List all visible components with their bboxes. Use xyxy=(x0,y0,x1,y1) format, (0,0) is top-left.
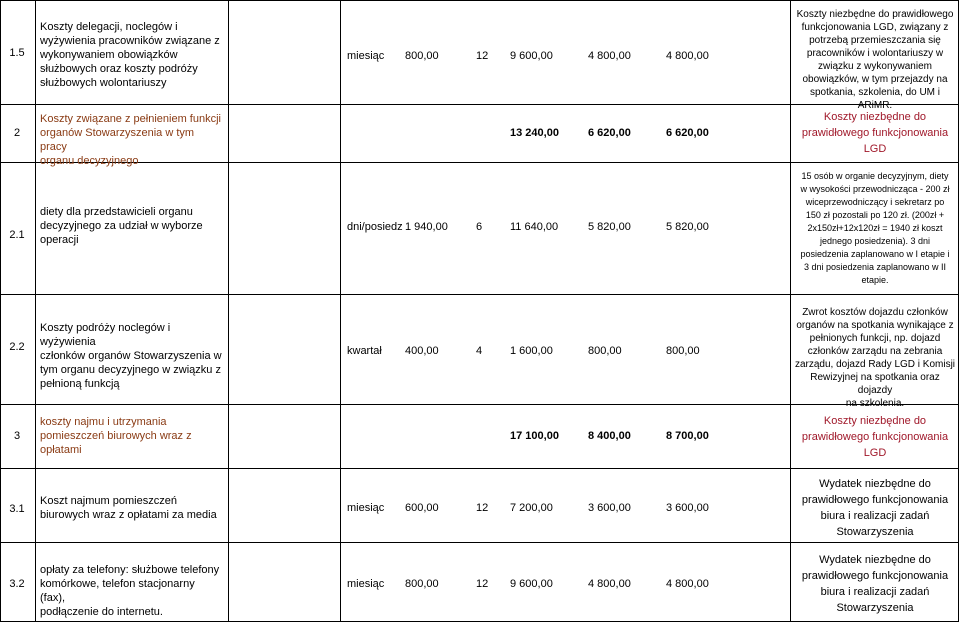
row-border xyxy=(0,0,959,1)
row-description xyxy=(40,415,222,457)
unit-cell: dni/posiedz xyxy=(347,221,403,233)
note-line: prawidłowego funkcjonowania xyxy=(801,494,949,506)
desc-line: diety dla przedstawicieli organu xyxy=(40,206,193,218)
note-line: LGD xyxy=(863,143,887,155)
desc-line: Koszty delegacji, noclegów i xyxy=(40,21,178,33)
price-cell: 1 940,00 xyxy=(405,221,448,233)
qty-cell: 6 xyxy=(476,221,483,233)
own-cell: 4 800,00 xyxy=(588,578,631,590)
desc-line: pomieszczeń biurowych wraz z xyxy=(40,430,192,442)
note-line: pełnionych funkcji, np. dojazd xyxy=(809,333,941,344)
total-cell: 17 100,00 xyxy=(510,430,559,442)
col-border xyxy=(340,0,341,622)
row-description xyxy=(40,494,222,522)
row-border xyxy=(0,294,959,295)
desc-line: komórkowe, telefon stacjonarny (fax), xyxy=(40,578,195,604)
row-border xyxy=(0,542,959,543)
row-note xyxy=(792,476,958,540)
note-line: na szkolenia. xyxy=(845,398,905,409)
unit-cell: kwartał xyxy=(347,345,382,357)
col-border xyxy=(790,0,791,622)
col-border xyxy=(35,0,36,622)
note-line: Koszty niezbędne do prawidłowego xyxy=(796,9,954,20)
note-line: biura i realizacji zadań xyxy=(820,510,930,522)
grant-cell: 6 620,00 xyxy=(666,127,709,139)
note-line: posiedzenia zaplanowano w I etapie i xyxy=(800,249,950,259)
desc-line: służbowych wolontariuszy xyxy=(40,77,167,89)
grant-cell: 3 600,00 xyxy=(666,502,709,514)
note-line: Wydatek niezbędne do xyxy=(819,478,931,490)
note-line: Stowarzyszenia xyxy=(836,602,914,614)
note-line: Rewizyjnej na spotkania oraz dojazdy xyxy=(810,372,940,396)
price-cell: 800,00 xyxy=(405,50,439,62)
row-number: 3.1 xyxy=(9,503,25,515)
note-line: członków zarządu na zebrania xyxy=(807,346,943,357)
note-line: Wydatek niezbędne do xyxy=(819,554,931,566)
desc-line: Koszty związane z pełnieniem funkcji xyxy=(40,113,221,125)
desc-line: operacji xyxy=(40,234,79,246)
row-note xyxy=(792,552,958,616)
note-line: zarządu, dojazd Rady LGD i Komisji xyxy=(794,359,956,370)
qty-cell: 12 xyxy=(476,502,489,514)
note-line: jednego posiedzenia). 3 dni xyxy=(819,236,931,246)
row-note xyxy=(792,306,958,410)
total-cell: 9 600,00 xyxy=(510,50,553,62)
note-line: Stowarzyszenia xyxy=(836,526,914,538)
row-number: 2.1 xyxy=(9,229,25,241)
note-line: 150 zł pozostali po 120 zł. (200zł + xyxy=(805,210,945,220)
grant-cell: 4 800,00 xyxy=(666,578,709,590)
desc-line: wyżywienia pracowników związane z xyxy=(40,35,220,47)
note-line: Koszty niezbędne do xyxy=(823,111,927,123)
qty-cell: 4 xyxy=(476,345,483,357)
desc-line: tym organu decyzyjnego w związku z xyxy=(40,364,221,376)
desc-line: Koszty podróży noclegów i wyżywienia xyxy=(40,322,171,348)
note-line: 15 osób w organie decyzyjnym, diety xyxy=(801,171,949,181)
row-border xyxy=(0,468,959,469)
note-line: pracowników i wolontariuszy w xyxy=(806,48,944,59)
desc-line: koszty najmu i utrzymania xyxy=(40,416,167,428)
grant-cell: 800,00 xyxy=(666,345,700,357)
note-line: 3 dni posiedzenia zaplanowano w II xyxy=(803,262,947,272)
row-description xyxy=(40,563,222,619)
total-cell: 7 200,00 xyxy=(510,502,553,514)
note-line: prawidłowego funkcjonowania xyxy=(801,570,949,582)
note-line: związku z wykonywaniem xyxy=(818,61,932,72)
note-line: w wysokości przewodnicząca - 200 zł xyxy=(800,184,950,194)
desc-line: biurowych wraz z opłatami za media xyxy=(40,509,217,521)
note-line: spotkania, szkolenia, do UM i ARiMR. xyxy=(809,87,941,111)
row-description xyxy=(40,112,222,168)
note-line: funkcjonowania LGD, związany z xyxy=(801,22,949,33)
note-line: Koszty niezbędne do xyxy=(823,415,927,427)
note-line: organów na spotkania wynikające z xyxy=(796,320,954,331)
note-line: LGD xyxy=(863,447,887,459)
unit-cell: miesiąc xyxy=(347,50,385,62)
note-line: wiceprzewodniczący i sekretarz po xyxy=(805,197,945,207)
unit-cell: miesiąc xyxy=(347,578,385,590)
desc-line: służbowych oraz koszty podróży xyxy=(40,63,198,75)
own-cell: 800,00 xyxy=(588,345,622,357)
desc-line: organu decyzyjnego xyxy=(40,155,139,167)
desc-line: członków organów Stowarzyszenia w xyxy=(40,350,222,362)
note-line: etapie. xyxy=(861,275,889,285)
total-cell: 1 600,00 xyxy=(510,345,553,357)
own-cell: 5 820,00 xyxy=(588,221,631,233)
note-line: prawidłowego funkcjonowania xyxy=(801,127,949,139)
own-cell: 6 620,00 xyxy=(588,127,631,139)
desc-line: podłączenie do internetu. xyxy=(40,606,163,618)
note-line: 2x150zł+12x120zł = 1940 zł koszt xyxy=(807,223,943,233)
row-note xyxy=(792,8,958,112)
row-note xyxy=(792,413,958,461)
desc-line: pełnioną funkcją xyxy=(40,378,120,390)
unit-cell: miesiąc xyxy=(347,502,385,514)
total-cell: 11 640,00 xyxy=(510,221,559,233)
price-cell: 800,00 xyxy=(405,578,439,590)
row-number: 3.2 xyxy=(9,578,25,590)
desc-line: opłaty za telefony: służbowe telefony xyxy=(40,564,220,576)
desc-line: Koszt najmum pomieszczeń xyxy=(40,495,177,507)
price-cell: 600,00 xyxy=(405,502,439,514)
total-cell: 13 240,00 xyxy=(510,127,559,139)
note-line: prawidłowego funkcjonowania xyxy=(801,431,949,443)
own-cell: 8 400,00 xyxy=(588,430,631,442)
col-border xyxy=(0,0,1,622)
row-note xyxy=(792,170,958,287)
desc-line: organów Stowarzyszenia w tym pracy xyxy=(40,127,195,153)
col-border xyxy=(228,0,229,622)
note-line: potrzebą przemieszczania się xyxy=(809,35,941,46)
note-line: Zwrot kosztów dojazdu członków xyxy=(802,307,948,318)
qty-cell: 12 xyxy=(476,578,489,590)
row-number: 3 xyxy=(13,430,21,442)
desc-line: wykonywaniem obowiązków xyxy=(40,49,178,61)
row-description xyxy=(40,205,222,247)
grant-cell: 4 800,00 xyxy=(666,50,709,62)
total-cell: 9 600,00 xyxy=(510,578,553,590)
grant-cell: 8 700,00 xyxy=(666,430,709,442)
grant-cell: 5 820,00 xyxy=(666,221,709,233)
desc-line: decyzyjnego za udział w wyborze xyxy=(40,220,203,232)
price-cell: 400,00 xyxy=(405,345,439,357)
desc-line: opłatami xyxy=(40,444,82,456)
qty-cell: 12 xyxy=(476,50,489,62)
own-cell: 4 800,00 xyxy=(588,50,631,62)
note-line: biura i realizacji zadań xyxy=(820,586,930,598)
row-number: 2.2 xyxy=(9,341,25,353)
row-description xyxy=(40,20,222,90)
note-line: obowiązków, w tym przejazdy na xyxy=(802,74,948,85)
row-number: 1.5 xyxy=(9,47,25,59)
row-note xyxy=(792,109,958,157)
row-number: 2 xyxy=(13,127,21,139)
own-cell: 3 600,00 xyxy=(588,502,631,514)
row-description xyxy=(40,321,222,391)
